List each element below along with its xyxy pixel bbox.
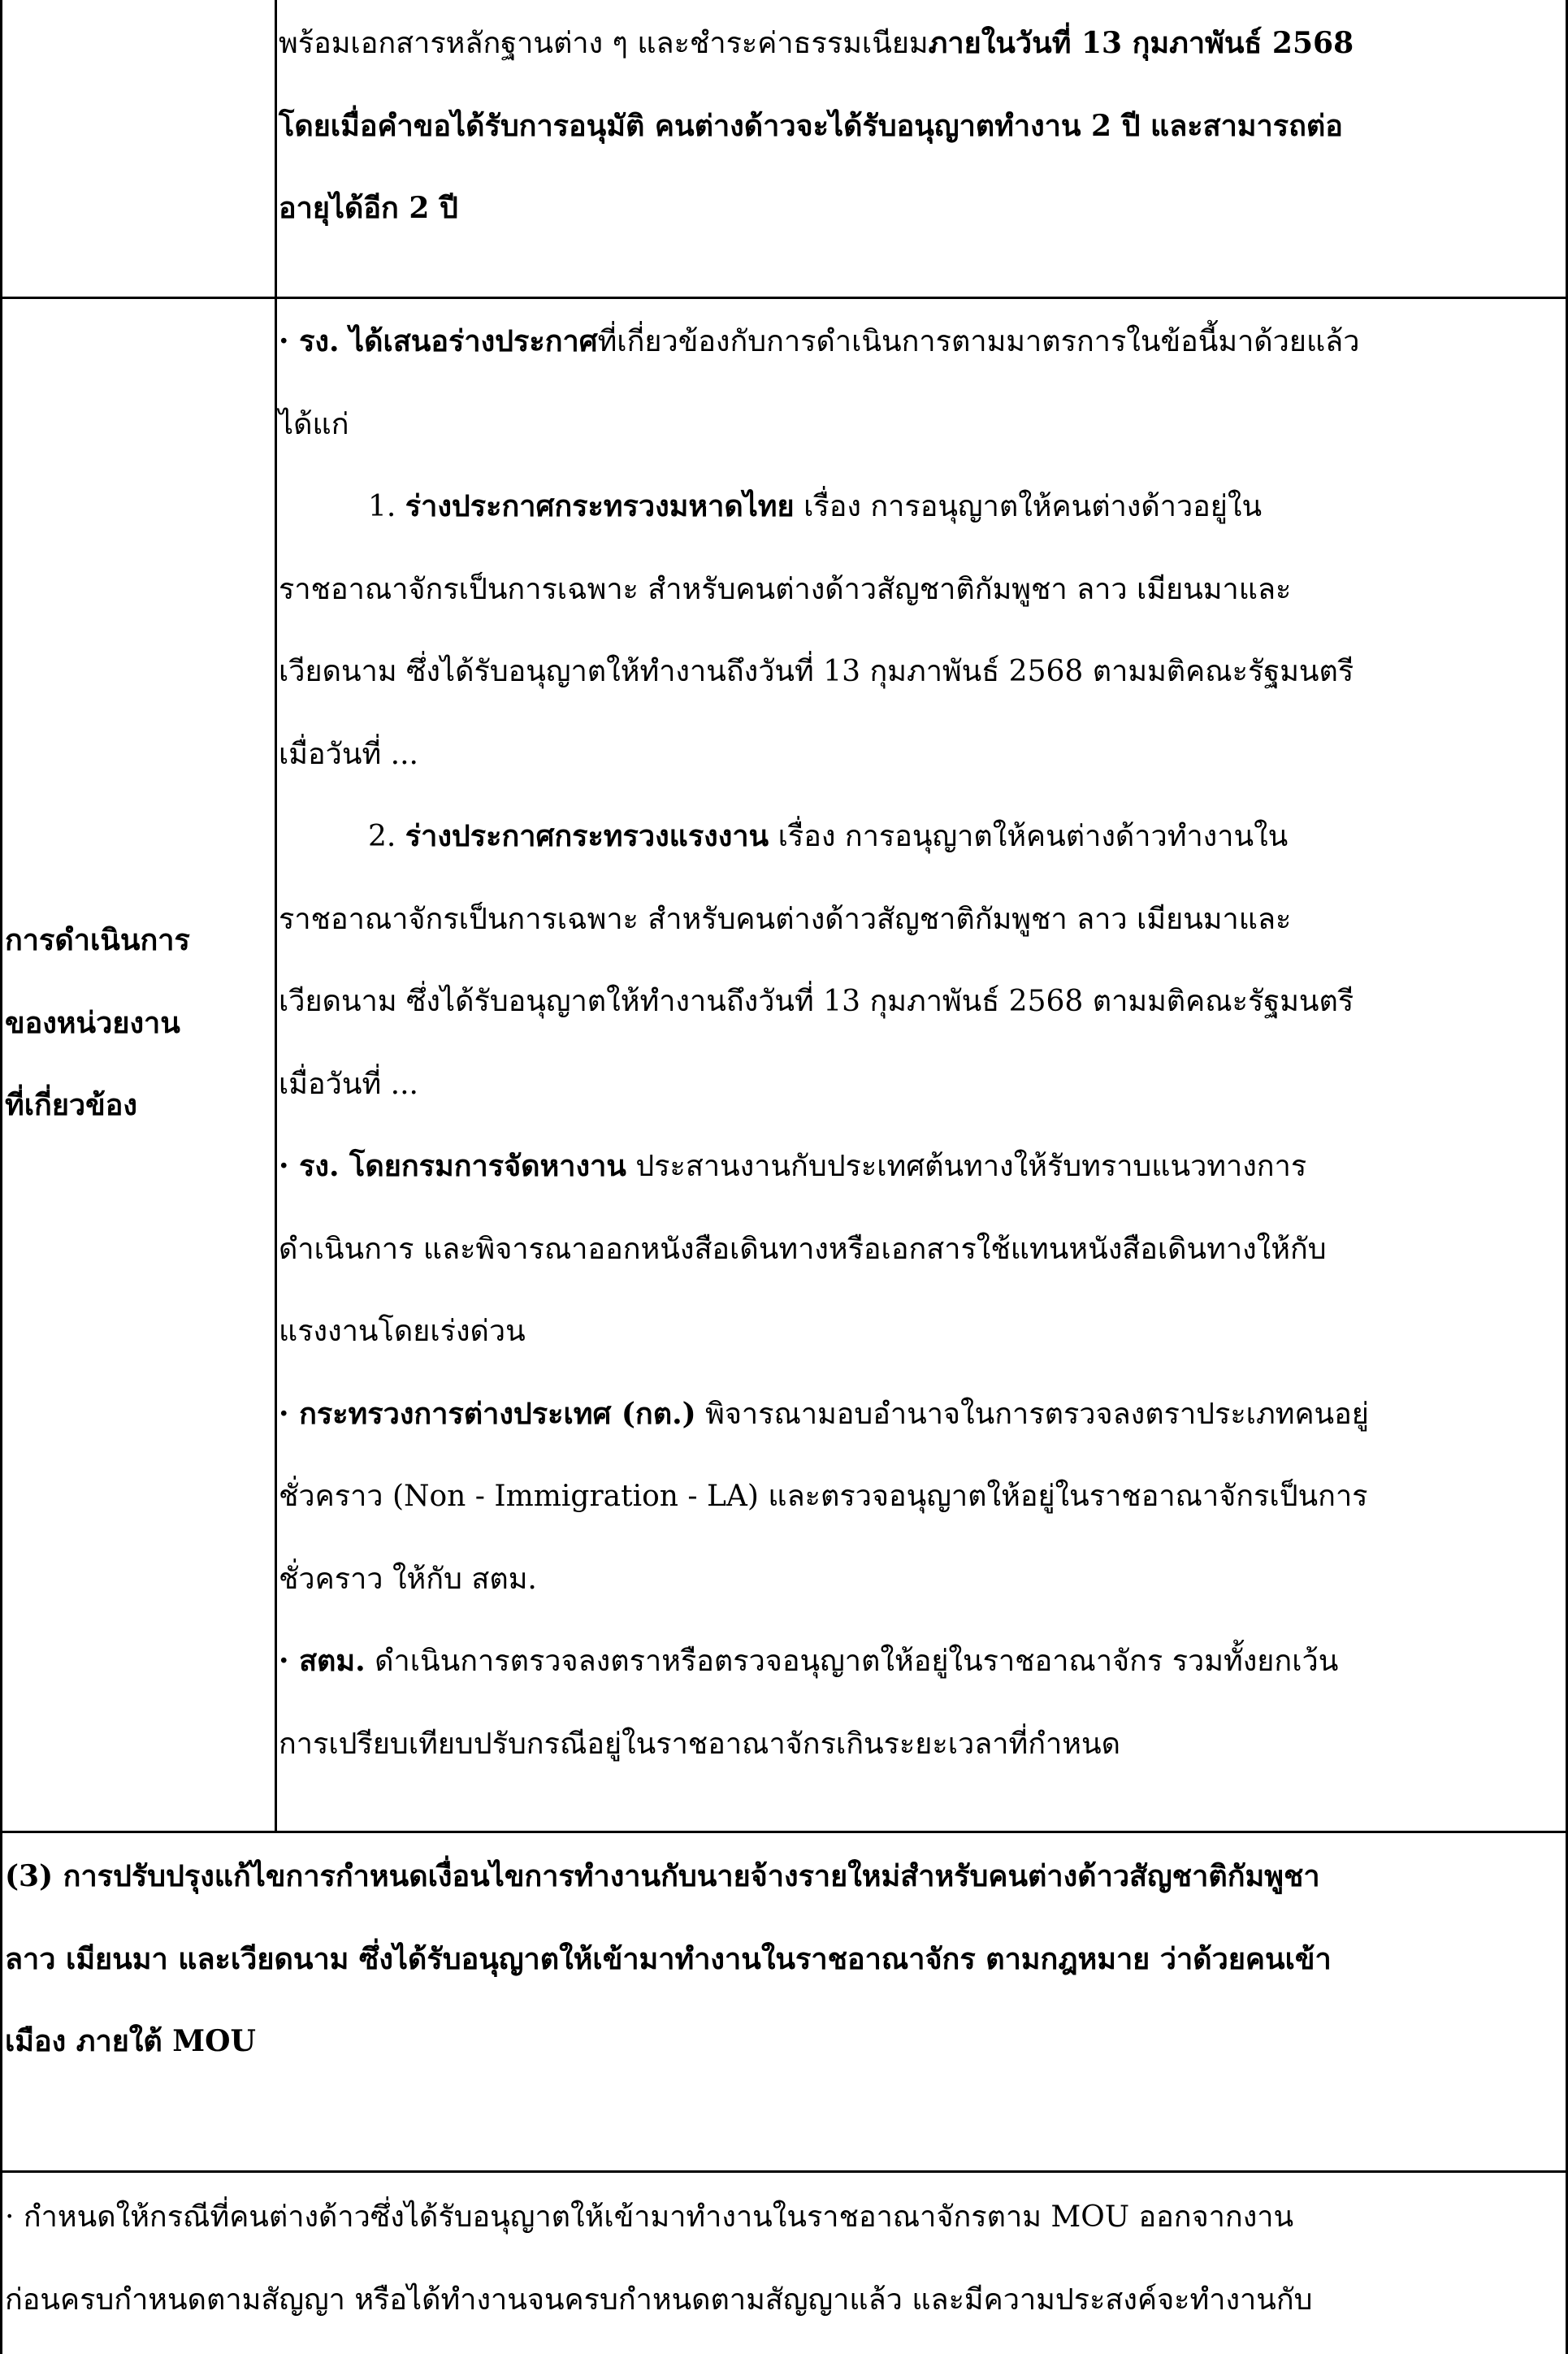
bold-text: อายุได้อีก 2 ปี [279, 191, 458, 225]
text-line: ที่เกี่ยวข้อง [5, 1088, 137, 1122]
column-divider [275, 0, 277, 1831]
text-run: 2. [368, 820, 405, 853]
text-run: ราชอาณาจักรเป็นการเฉพาะ สำหรับคนต่างด้าวสัญชาติกัมพูชา ลาว เมียนมาและ [279, 572, 1292, 606]
text-line [279, 796, 1562, 878]
text-line [279, 878, 1562, 961]
text-line [279, 85, 1562, 168]
text-run: การเปรียบเทียบปรับกรณีอยู่ในราชอาณาจักรเกินระยะเวลาที่กำหนด [279, 1727, 1120, 1761]
text-line [279, 1125, 1562, 1208]
bold-text: โดยเมื่อคำขอได้รับการอนุมัติ คนต่างด้าวจะได้รับอนุญาตทำงาน 2 ปี และสามารถต่อ [279, 108, 1343, 143]
text-line [279, 1290, 1562, 1373]
text-run: 1. [368, 490, 405, 523]
text-run: พิจารณามอบอำนาจในการตรวจลงตราประเภทคนอยู่ [695, 1397, 1369, 1431]
text-run: เวียดนาม ซึ่งได้รับอนุญาตให้ทำงานถึงวันที่ 13 กุมภาพันธ์ 2568 ตามมติคณะรัฐมนตรี [279, 655, 1354, 688]
text-line: ของหน่วยงาน [5, 1005, 180, 1040]
text-line [279, 713, 1562, 796]
text-run: พร้อมเอกสารหลักฐานต่าง ๆ และชำระค่าธรรมเนียม [279, 27, 929, 60]
bold-text: · รง. โดยกรมการจัดหางาน [279, 1149, 626, 1183]
text-line: ลาว เมียนมา และเวียดนาม ซึ่งได้รับอนุญาตให้เข้ามาทำงานในราชอาณาจักร ตามกฎหมาย ว่าด้วยคนเข้า [5, 1941, 1332, 1976]
text-line: (3) การปรับปรุงแก้ไขการกำหนดเงื่อนไขการทำงานกับนายจ้างรายใหม่สำหรับคนต่างด้าวสัญชาติกัมพูชา [5, 1859, 1320, 1893]
text-run: เวียดนาม ซึ่งได้รับอนุญาตให้ทำงานถึงวันที่ 13 กุมภาพันธ์ 2568 ตามมติคณะรัฐมนตรี [279, 985, 1354, 1018]
section-heading [5, 1836, 1563, 2083]
text-run: ได้แก่ [279, 407, 349, 441]
text-line [279, 1703, 1562, 1786]
text-line [279, 1455, 1562, 1538]
bold-text: · กระทรวงการต่างประเทศ (กต.) [279, 1396, 696, 1431]
text-line [279, 1373, 1562, 1456]
text-line [279, 301, 1562, 384]
bold-text: ภายในวันที่ 13 กุมภาพันธ์ 2568 [928, 26, 1354, 60]
text-line: เมือง ภายใต้ MOU [5, 2024, 256, 2058]
bold-text: ร่างประกาศกระทรวงมหาดไทย [405, 489, 795, 523]
text-run: แรงงานโดยเร่งด่วน [279, 1315, 526, 1348]
text-run: ดำเนินการตรวจลงตราหรือตรวจอนุญาตให้อยู่ในราชอาณาจักร รวมทั้งยกเว้น [365, 1645, 1339, 1678]
text-line [279, 1620, 1562, 1703]
text-line [279, 384, 1562, 466]
text-line [279, 2, 1562, 85]
text-line [279, 548, 1562, 631]
text-run: ชั่วคราว ให้กับ สตม. [279, 1562, 537, 1596]
text-run: เรื่อง การอนุญาตให้คนต่างด้าวทำงานใน [769, 820, 1289, 853]
row2-label-cell [5, 900, 273, 1147]
row-divider-1 [0, 297, 1568, 299]
row-divider-2 [0, 1831, 1568, 1833]
row-divider-3 [0, 2170, 1568, 2173]
table-left-border [0, 0, 2, 2354]
text-run: ที่เกี่ยวข้องกับการดำเนินการตามมาตรการในข้อนี้มาด้วยแล้ว [597, 325, 1360, 358]
text-line [279, 466, 1562, 548]
text-run: เมื่อวันที่ ... [279, 1067, 418, 1101]
text-line [279, 1208, 1562, 1291]
text-line: · กำหนดให้กรณีที่คนต่างด้าวซึ่งได้รับอนุญาตให้เข้ามาทำงานในราชอาณาจักรตาม MOU ออกจากงาน [5, 2200, 1294, 2234]
text-run: ประสานงานกับประเทศต้นทางให้รับทราบแนวทางการ [626, 1150, 1307, 1183]
text-line [279, 1538, 1562, 1621]
text-run: ราชอาณาจักรเป็นการเฉพาะ สำหรับคนต่างด้าวสัญชาติกัมพูชา ลาว เมียนมาและ [279, 902, 1292, 936]
row1-content [279, 2, 1562, 250]
bold-text: · รง. ได้เสนอร่างประกาศ [279, 324, 598, 358]
bold-text: ร่างประกาศกระทรวงแรงงาน [405, 819, 769, 853]
row4-content [5, 2176, 1563, 2341]
text-line [279, 631, 1562, 713]
text-run: เมื่อวันที่ ... [279, 737, 418, 771]
text-line [279, 1043, 1562, 1126]
bold-text: · สตม. [279, 1644, 366, 1678]
text-run: ชั่วคราว (Non - Immigration - LA) และตรวจอนุญาตให้อยู่ในราชอาณาจักรเป็นการ [279, 1480, 1368, 1513]
text-line [279, 960, 1562, 1043]
text-line [279, 167, 1562, 250]
text-run: ดำเนินการ และพิจารณาออกหนังสือเดินทางหรือเอกสารใช้แทนหนังสือเดินทางให้กับ [279, 1232, 1327, 1266]
text-line: การดำเนินการ [5, 923, 190, 957]
text-line: ก่อนครบกำหนดตามสัญญา หรือได้ทำงานจนครบกำหนดตามสัญญาแล้ว และมีความประสงค์จะทำงานกับ [5, 2282, 1313, 2317]
row2-content [279, 301, 1562, 1785]
text-run: เรื่อง การอนุญาตให้คนต่างด้าวอยู่ใน [794, 490, 1263, 523]
